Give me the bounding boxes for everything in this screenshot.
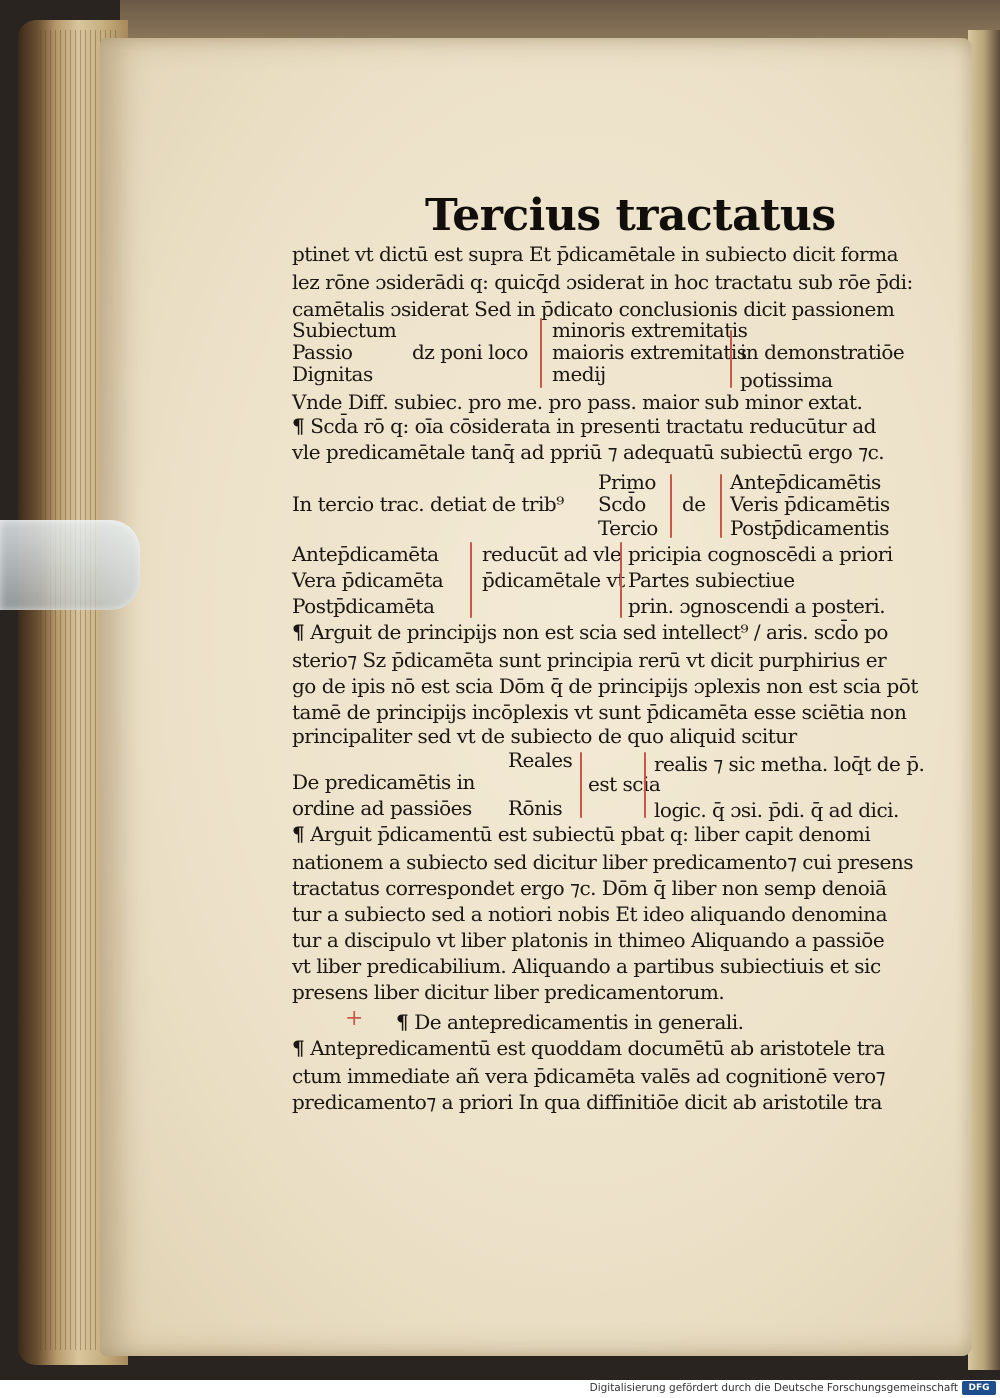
brace [720, 474, 722, 538]
page-heading: Tercius tractatus [425, 190, 836, 241]
subheading-text: De antepredicamentis in generali. [414, 1010, 744, 1034]
diagram-term: Dignitas [292, 362, 373, 386]
brace [580, 752, 582, 818]
diagram-term: Vera p̄dicamēta [292, 568, 444, 592]
text-line-content: Antepredicamentū est quoddam documētū ab aristotele tra [310, 1036, 885, 1060]
text-line: ctum immediate añ vera p̄dicamēta valēs ad cognitionē vero⁊ [292, 1064, 886, 1088]
diagram-term: Rōnis [508, 796, 563, 820]
text-line: tur a subiecto sed a notiori nobis Et ideo aliquando denomina [292, 902, 887, 926]
text-line: vt liber predicabilium. Aliquando a partibus subiectiuis et sic [292, 954, 881, 978]
diagram-term: Partes subiectiue [628, 568, 795, 592]
diagram-term: In tercio trac. detiat de trib⁹ [292, 492, 564, 516]
facing-page-edge [968, 30, 1000, 1370]
diagram-term: De predicamētis in [292, 770, 475, 794]
diagram-term: medij [552, 362, 606, 386]
diagram-term: reducūt ad vle [482, 542, 622, 566]
text-line: presens liber dicitur liber predicamentorum. [292, 980, 725, 1004]
text-line: nationem a subiecto sed dicitur liber predicamento⁊ cui presens [292, 850, 914, 874]
diagram-term: realis ⁊ sic metha. loq̄t de p̄. [654, 752, 925, 776]
diagram-term: dz poni loco [412, 340, 528, 364]
text-line [292, 414, 876, 438]
diagram-term: Subiectum [292, 318, 397, 342]
text-line: sterio⁊ Sz p̄dicamēta sunt principia rerū vt dicit purphirius er [292, 648, 887, 672]
diagram-term: de [682, 492, 706, 516]
diagram-term: Antep̄dicamēta [292, 542, 439, 566]
book-clamp [0, 520, 140, 610]
brace [730, 330, 732, 388]
text-line: Vnde Diff. subiec. pro me. pro pass. maior sub minor extat. [292, 390, 863, 414]
book-top-edge [120, 0, 1000, 40]
section-subheading [396, 1010, 744, 1034]
text-line [292, 620, 888, 644]
brace [644, 752, 646, 818]
brace [670, 474, 672, 538]
diagram-term: est scia [588, 772, 661, 796]
pilcrow-icon: ¶ [292, 620, 305, 644]
diagram-term: minoris extremitatis [552, 318, 748, 342]
footer-credit: Digitalisierung gefördert durch die Deutsche Forschungsgemeinschaft [589, 1382, 958, 1394]
diagram-term: maioris extremitatis [552, 340, 747, 364]
diagram-term: Reales [508, 748, 573, 772]
text-line: go de ipis nō est scia Dōm q̄ de principijs ɔplexis non est scia pōt [292, 674, 918, 698]
text-line: ptinet vt dictū est supra Et p̄dicamētale in subiecto dicit forma [292, 242, 899, 266]
pilcrow-icon: ¶ [292, 414, 305, 438]
diagram-term: pricipia cognoscēdi a priori [628, 542, 893, 566]
diagram-term: Scd̄o [598, 492, 646, 516]
margin-mark: + [345, 1006, 364, 1031]
brace [620, 542, 622, 618]
pilcrow-icon: ¶ [396, 1010, 409, 1034]
text-line: camētalis ɔsiderat Sed in p̄dicato conclusionis dicit passionem [292, 297, 895, 321]
diagram-term: Veris p̄dicamētis [730, 492, 890, 516]
text-line: vle predicamētale tanq̄ ad ppriū ⁊ adequatū subiectū ergo ⁊c. [292, 440, 885, 464]
text-line: tamē de principijs incōplexis vt sunt p̄dicamēta esse sciētia non [292, 700, 907, 724]
diagram-term: Primo [598, 470, 656, 494]
diagram-term: Passio [292, 340, 353, 364]
brace [540, 318, 542, 388]
diagram-term: prin. ɔgnoscendi a posteri. [628, 594, 886, 618]
diagram-term: logic. q̄ ɔsi. p̄di. q̄ ad dici. [654, 798, 899, 822]
diagram-term: Tercio [598, 516, 658, 540]
diagram-term: p̄dicamētale vt [482, 568, 625, 592]
diagram-term: potissima [740, 368, 833, 392]
text-line-content: Scd̄a rō q: oīa cōsiderata in presenti tractatu reducūtur ad [310, 414, 876, 438]
dfg-logo: DFG [962, 1381, 996, 1395]
text-line: tractatus correspondet ergo ⁊c. Dōm q̄ liber non semp denoiā [292, 876, 887, 900]
diagram-term: Postp̄dicamentis [730, 516, 889, 540]
text-line [292, 822, 870, 846]
text-line: tur a discipulo vt liber platonis in thimeo Aliquando a passiōe [292, 928, 885, 952]
pilcrow-icon: ¶ [292, 822, 305, 846]
text-line-content: Arguit p̄dicamentū est subiectū pbat q: liber capit denomi [310, 822, 871, 846]
pilcrow-icon: ¶ [292, 1036, 305, 1060]
text-line [292, 1036, 885, 1060]
diagram-term: Postp̄dicamēta [292, 594, 435, 618]
text-line: predicamento⁊ a priori In qua diffinitiōe dicit ab aristotile tra [292, 1090, 882, 1114]
text-line-content: Arguit de principijs non est scia sed intellect⁹ / aris. scd̄o po [310, 620, 888, 644]
diagram-term: Antep̄dicamētis [730, 470, 881, 494]
text-line: lez rōne ɔsiderādi q: quicq̄d ɔsiderat in hoc tractatu sub rōe p̄di: [292, 270, 913, 294]
text-line: principaliter sed vt de subiecto de quo aliquid scitur [292, 724, 797, 748]
diagram-term: in demonstratiōe [740, 340, 905, 364]
diagram-term: ordine ad passiōes [292, 796, 472, 820]
brace [470, 542, 472, 618]
